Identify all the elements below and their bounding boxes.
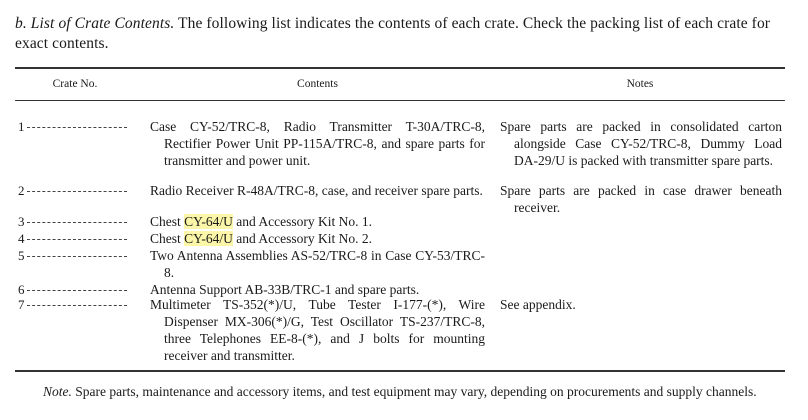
table-top-rule [15,67,785,69]
contents-row-6: Antenna Support AB-33B/TRC-1 and spare parts. [150,282,420,297]
crate-number-5: 5 [18,247,140,264]
intro-paragraph [15,14,795,53]
crate-number-7: 7 [18,296,140,313]
contents-row-7: Multimeter TS-352(*)/U, Tube Tester I-177-(*), Wire Dispenser MX-306(*)/G, Test Oscillator TS-237/TRC-8, three Telephones EE-8-(*), and J bolts for mounting receiver and transmitter. [150,297,485,363]
contents-row-1: Case CY-52/TRC-8, Radio Transmitter T-30A/TRC-8, Rectifier Power Unit PP-115A/TRC-8, and spare parts for transmitter and power unit. [150,119,485,168]
highlighted-text: CY-64/U [184,231,233,246]
footnote-label: Note. [43,384,72,399]
notes-row-2: Spare parts are packed in case drawer beneath receiver. [500,183,782,215]
table-header-rule [15,100,785,101]
crate-number-2: 2 [18,182,140,199]
header-contents: Contents [297,78,338,90]
contents-row-5: Two Antenna Assemblies AS-52/TRC-8 in Case CY-53/TRC-8. [150,248,485,280]
footnote-text: Spare parts, maintenance and accessory items, and test equipment may vary, depending on procurements and supply channels. [71,384,757,399]
crate-number-4: 4 [18,230,140,247]
crate-number-6: 6 [18,281,140,298]
crate-number-1: 1 [18,118,140,135]
notes-row-1: Spare parts are packed in consolidated carton alongside Case CY-52/TRC-8, Dummy Load DA-29/U is packed with transmitter spare parts. [500,119,782,168]
crate-number-3: 3 [18,213,140,230]
header-crate-no: Crate No. [52,78,98,90]
contents-row-4: Chest CY-64/U and Accessory Kit No. 2. [150,231,373,246]
intro-text: The following list indicates the contents of each crate. Check the packing list of each crate for exact contents. [15,15,771,52]
table-bottom-rule [15,370,785,372]
notes-row-7: See appendix. [500,297,576,312]
contents-row-3: Chest CY-64/U and Accessory Kit No. 1. [150,214,373,229]
footnote [15,383,785,400]
contents-row-2: Radio Receiver R-48A/TRC-8, case, and receiver spare parts. [150,183,483,198]
header-notes: Notes [626,78,654,90]
section-label: b. List of Crate Contents. [15,15,175,32]
highlighted-text: CY-64/U [184,214,233,229]
